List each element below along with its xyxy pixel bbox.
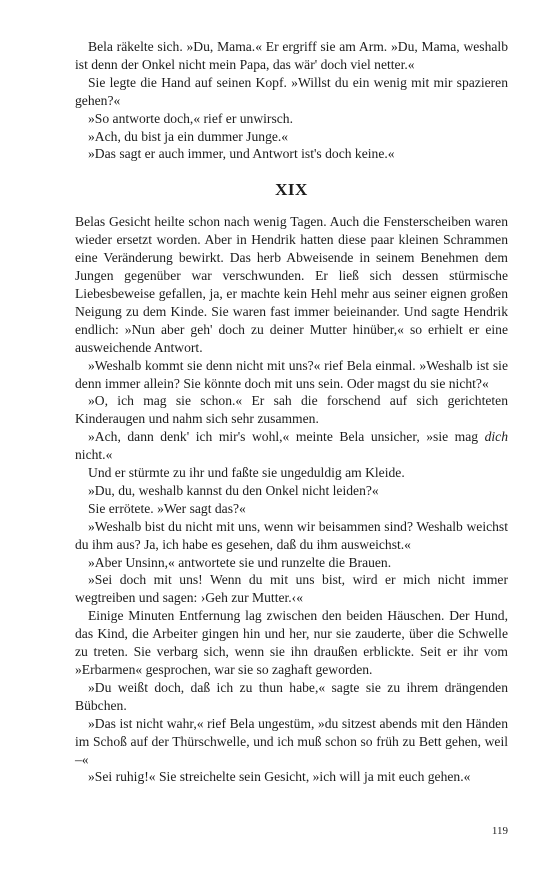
paragraph-not-true: »Das ist nicht wahr,« rief Bela ungestüm, »du sitzest abends mit den Händen im Schoß auf der Thürschwelle, und ich muß schon so früh zu Bett gehen, weil –« [75,715,508,767]
paragraph-dumb-boy: »Ach, du bist ja ein dummer Junge.« [88,128,289,144]
emphasized-word: dich [484,429,508,445]
paragraph-walk-offer: Sie legte die Hand auf seinen Kopf. »Willst du ein wenig mit mir spazieren gehen?« [75,74,508,108]
paragraph-answer-demand: »So antworte doch,« rief er unwirsch. [88,110,293,126]
paragraph-no-answer: »Das sagt er auch immer, und Antwort ist's doch keine.« [88,146,395,162]
book-page [75,38,508,786]
paragraph-you-avoid-him: »Weshalb bist du nicht mit uns, wenn wir beisammen sind? Weshalb weichst du ihm aus? Ja, ich habe es gesehen, daß du ihm ausweichst.« [75,518,508,552]
paragraph-be-quiet: »Sei ruhig!« Sie streichelte sein Gesicht, »ich will ja mit euch gehen.« [88,769,471,785]
paragraph-bela-mama: Bela räkelte sich. »Du, Mama.« Er ergriff sie am Arm. »Du, Mama, weshalb ist denn der Onkel nicht mein Papa, das wär' doch viel netter.« [75,39,508,72]
page-number: 119 [491,825,508,837]
paragraph-why-not-with-us: »Weshalb kommt sie denn nicht mit uns?« rief Bela einmal. »Weshalb ist sie denn immer allein? Sie könnte doch mit uns sein. Oder magst du sie nicht?« [75,357,508,391]
paragraph-nonsense: »Aber Unsinn,« antwortete sie und runzelte die Brauen. [88,554,392,570]
text-after-emphasis: nicht.« [75,447,113,463]
paragraph-she-dislikes-you [75,428,508,464]
text-before-emphasis: »Ach, dann denk' ich mir's wohl,« meinte Bela unsicher, »sie mag [88,429,485,445]
paragraph-busy-excuse: »Du weißt doch, daß ich zu thun habe,« sagte sie zu ihrem drängenden Bübchen. [75,679,508,713]
paragraph-why-dislike-uncle: »Du, du, weshalb kannst du den Onkel nicht leiden?« [88,482,379,498]
paragraph-distance-between-houses: Einige Minuten Entfernung lag zwischen den beiden Häuschen. Der Hund, das Kind, die Arbeiter gingen hin und her, nur sie zauderte, über die Schwelle zu treten. Sie verbarg sich, wenn sie ihn draußen erblickte. Seit er ihr vom »Erbarmen« gesprochen, war sie so zaghaft geworden. [75,608,508,677]
paragraph-she-blushed: Sie errötete. »Wer sagt das?« [88,500,246,516]
paragraph-searching-eyes: »O, ich mag sie schon.« Er sah die forschend auf sich gerichteten Kinderaugen und nahm sich sehr zusammen. [75,393,508,427]
chapter-heading: XIX [275,180,308,200]
paragraph-grabbed-dress: Und er stürmte zu ihr und faßte sie ungeduldig am Kleide. [88,465,405,481]
paragraph-chapter-opening: Belas Gesicht heilte schon nach wenig Tagen. Auch die Fensterscheiben waren wieder ersetzt worden. Aber in Hendrik hatten diese paar kleinen Schrammen eine Veränderung bewirkt. Das herb Abweisende in seinem Benehmen dem Jungen gegenüber war verschwunden. Er ließ sich dessen stürmische Liebesbeweise gefallen, ja, er machte kein Hehl mehr aus seiner eignen großen Neigung zu dem Kinde. Sie waren fast immer beieinander. Und sagte Hendrik endlich: »Nun aber geh' doch zu deiner Mutter hinüber,« so erhielt er eine ausweichende Antwort. [75,214,508,355]
paragraph-be-with-us: »Sei doch mit uns! Wenn du mit uns bist, wird er mich nicht immer wegtreiben und sagen: ›Geh zur Mutter.‹« [75,572,508,606]
